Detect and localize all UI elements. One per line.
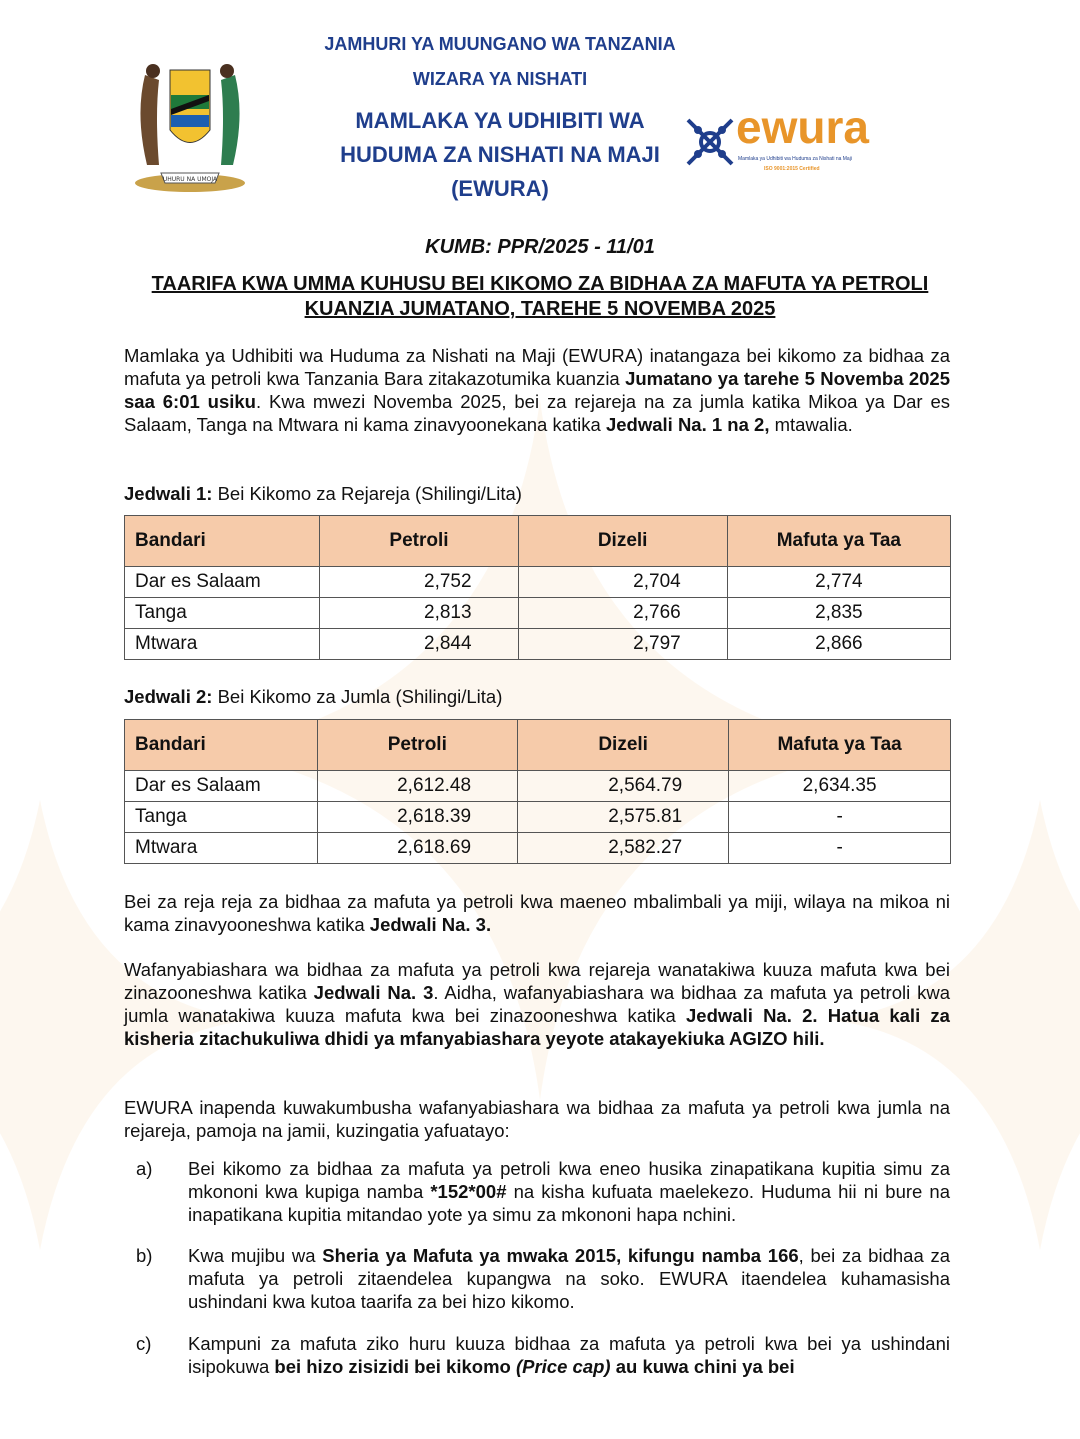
port-cell: Mtwara bbox=[125, 629, 320, 660]
price-cell: 2,866 bbox=[727, 629, 950, 660]
bold-text: Sheria ya Mafuta ya mwaka 2015, kifungu namba 166 bbox=[322, 1245, 799, 1266]
price-cell: 2,618.69 bbox=[317, 833, 518, 864]
ewura-tagline: Mamlaka ya Udhibiti wa Huduma za Nishati na Maji bbox=[738, 156, 852, 162]
table2-caption-text: Bei Kikomo za Jumla (Shilingi/Lita) bbox=[212, 686, 503, 707]
price-cell: 2,774 bbox=[727, 567, 950, 598]
bold-text: (Price cap) bbox=[515, 1356, 611, 1377]
bold-text: Jedwali Na. 1 na 2, bbox=[605, 414, 770, 435]
text-segment: Bei kikomo za bidhaa za mafuta ya petroli kwa eneo husika zinapatikana kupitia simu za mkononi kwa kupiga namba bbox=[188, 1158, 950, 1202]
tanzania-coat-of-arms-icon bbox=[125, 55, 255, 195]
port-cell: Dar es Salaam bbox=[125, 771, 318, 802]
list-text bbox=[188, 1157, 950, 1226]
table-row bbox=[125, 629, 951, 660]
header-row bbox=[125, 720, 951, 771]
port-cell: Tanga bbox=[125, 598, 320, 629]
list-item-c bbox=[124, 1332, 950, 1378]
port-cell: Mtwara bbox=[125, 833, 318, 864]
price-cell: 2,704 bbox=[518, 567, 727, 598]
wholesale-price-table bbox=[124, 719, 951, 864]
bold-text: bei hizo zisizidi bei kikomo bbox=[274, 1356, 516, 1377]
price-cell: 2,797 bbox=[518, 629, 727, 660]
text-segment: . Kwa mwezi Novemba 2025, bei za rejareja na za jumla katika Mikoa ya Dar es Salaam, Tanga na Mtwara ni kama zinavyoonekana katika bbox=[124, 391, 950, 435]
column-header: Dizeli bbox=[518, 720, 729, 771]
header-ministry: WIZARA YA NISHATI bbox=[412, 69, 588, 89]
svg-text:UHURU NA UMOJA: UHURU NA UMOJA bbox=[162, 176, 218, 183]
bold-text: *152*00# bbox=[430, 1181, 507, 1202]
price-cell: 2,634.35 bbox=[729, 771, 951, 802]
ewura-wordmark: ewura bbox=[736, 101, 869, 153]
column-header: Bandari bbox=[125, 516, 320, 567]
list-text bbox=[188, 1332, 950, 1378]
paragraph-2 bbox=[124, 890, 950, 936]
price-cell: 2,835 bbox=[727, 598, 950, 629]
price-cell: 2,844 bbox=[320, 629, 518, 660]
header-authority bbox=[290, 104, 710, 206]
ewura-logo bbox=[684, 101, 884, 182]
price-cell: - bbox=[729, 802, 951, 833]
retail-price-table bbox=[124, 515, 951, 660]
table1-caption-text: Bei Kikomo za Rejareja (Shilingi/Lita) bbox=[212, 483, 522, 504]
header-authority-line3: (EWURA) bbox=[451, 176, 549, 201]
column-header: Mafuta ya Taa bbox=[729, 720, 951, 771]
ewura-star-icon bbox=[684, 116, 736, 168]
price-cell: 2,612.48 bbox=[317, 771, 518, 802]
table-row bbox=[125, 802, 951, 833]
bold-text: Jedwali Na. 2. Hatua kali za kisheria zitachukuliwa dhidi ya mfanyabiashara yeyote atakayekiuka AGIZO hili. bbox=[124, 1005, 950, 1049]
column-header: Bandari bbox=[125, 720, 318, 771]
text-segment: Kwa mujibu wa bbox=[188, 1245, 323, 1266]
text-segment: Wafanyabiashara wa bidhaa za mafuta ya petroli kwa rejareja wanatakiwa kuuza mafuta kwa bei zinazooneshwa katika bbox=[124, 959, 950, 1003]
header-country: JAMHURI YA MUUNGANO WA TANZANIA bbox=[324, 34, 676, 54]
table-row bbox=[125, 598, 951, 629]
price-cell: 2,618.39 bbox=[317, 802, 518, 833]
port-cell: Tanga bbox=[125, 802, 318, 833]
column-header: Petroli bbox=[320, 516, 518, 567]
price-cell: 2,575.81 bbox=[518, 802, 729, 833]
table1-caption bbox=[124, 483, 522, 505]
text-segment: Mamlaka ya Udhibiti wa Huduma za Nishati na Maji (EWURA) inatangaza bei kikomo za bidhaa za mafuta ya petroli kwa Tanzania Bara zitakazotumika kuanzia bbox=[124, 345, 950, 389]
text-segment: , bei za bidhaa za mafuta ya petroli zitaendelea kupangwa na soko. EWURA itaendelea kuhamasisha ushindani kwa kutoa taarifa za bei hizo kikomo. bbox=[188, 1245, 950, 1312]
table2-caption bbox=[124, 686, 502, 708]
column-header: Petroli bbox=[317, 720, 518, 771]
port-cell: Dar es Salaam bbox=[125, 567, 320, 598]
bold-text: Jumatano ya tarehe 5 Novemba 2025 saa 6:01 usiku bbox=[124, 368, 951, 412]
table-row bbox=[125, 567, 951, 598]
list-label: a) bbox=[136, 1158, 153, 1179]
text-segment: Kampuni za mafuta ziko huru kuuza bidhaa za mafuta ya petroli kwa bei ya ushindani isipokuwa bbox=[188, 1333, 950, 1377]
list-text bbox=[188, 1244, 950, 1313]
price-cell: 2,766 bbox=[518, 598, 727, 629]
bold-text: Jedwali Na. 3 bbox=[313, 982, 434, 1003]
column-header: Mafuta ya Taa bbox=[727, 516, 950, 567]
list-item-b bbox=[124, 1244, 950, 1313]
price-cell: 2,752 bbox=[320, 567, 518, 598]
header-row bbox=[125, 516, 951, 567]
table-row bbox=[125, 833, 951, 864]
table2-caption-label: Jedwali 2: bbox=[124, 686, 213, 707]
price-cell: - bbox=[729, 833, 951, 864]
paragraph-3 bbox=[124, 958, 950, 1050]
header-authority-line2: HUDUMA ZA NISHATI NA MAJI bbox=[340, 142, 660, 167]
text-segment: EWURA inapenda kuwakumbusha wafanyabiashara wa bidhaa za mafuta ya petroli kwa jumla na rejareja, pamoja na jamii, kuzingatia yafuatayo: bbox=[124, 1097, 950, 1141]
text-segment: . Aidha, wafanyabiashara wa bidhaa za mafuta ya petroli kwa jumla wanatakiwa kuuza mafuta kwa bei zinazooneshwa katika bbox=[124, 982, 951, 1026]
bold-text: Jedwali Na. 3. bbox=[369, 914, 492, 935]
list-label: b) bbox=[136, 1245, 153, 1266]
text-segment: na kisha kufuata maelekezo. Huduma hii ni bure na inapatikana kupitia mitandao yote ya simu za mkononi hapa nchini. bbox=[188, 1181, 950, 1225]
table-row bbox=[125, 771, 951, 802]
list-label: c) bbox=[136, 1333, 152, 1354]
intro-paragraph bbox=[124, 344, 950, 436]
text-segment: mtawalia. bbox=[769, 414, 853, 435]
list-item-a bbox=[124, 1157, 950, 1226]
price-cell: 2,564.79 bbox=[518, 771, 729, 802]
table1-caption-label: Jedwali 1: bbox=[124, 483, 213, 504]
price-cell: 2,813 bbox=[320, 598, 518, 629]
text-segment: Bei za reja reja za bidhaa za mafuta ya petroli kwa maeneo mbalimbali ya miji, wilaya na mikoa ni kama zinavyooneshwa katika bbox=[124, 891, 950, 935]
document-title: TAARIFA KWA UMMA KUHUSU BEI KIKOMO ZA BIDHAA ZA MAFUTA YA PETROLI KUANZIA JUMATANO, TAREHE 5 NOVEMBA 2025 bbox=[151, 273, 929, 320]
price-cell: 2,582.27 bbox=[518, 833, 729, 864]
column-header: Dizeli bbox=[518, 516, 727, 567]
ewura-iso: ISO 9001:2015 Certified bbox=[764, 166, 820, 172]
paragraph-4 bbox=[124, 1096, 950, 1142]
reference-number: KUMB: PPR/2025 - 11/01 bbox=[425, 236, 655, 258]
bold-text: au kuwa chini ya bei bbox=[610, 1356, 795, 1377]
header-authority-line1: MAMLAKA YA UDHIBITI WA bbox=[355, 108, 645, 133]
